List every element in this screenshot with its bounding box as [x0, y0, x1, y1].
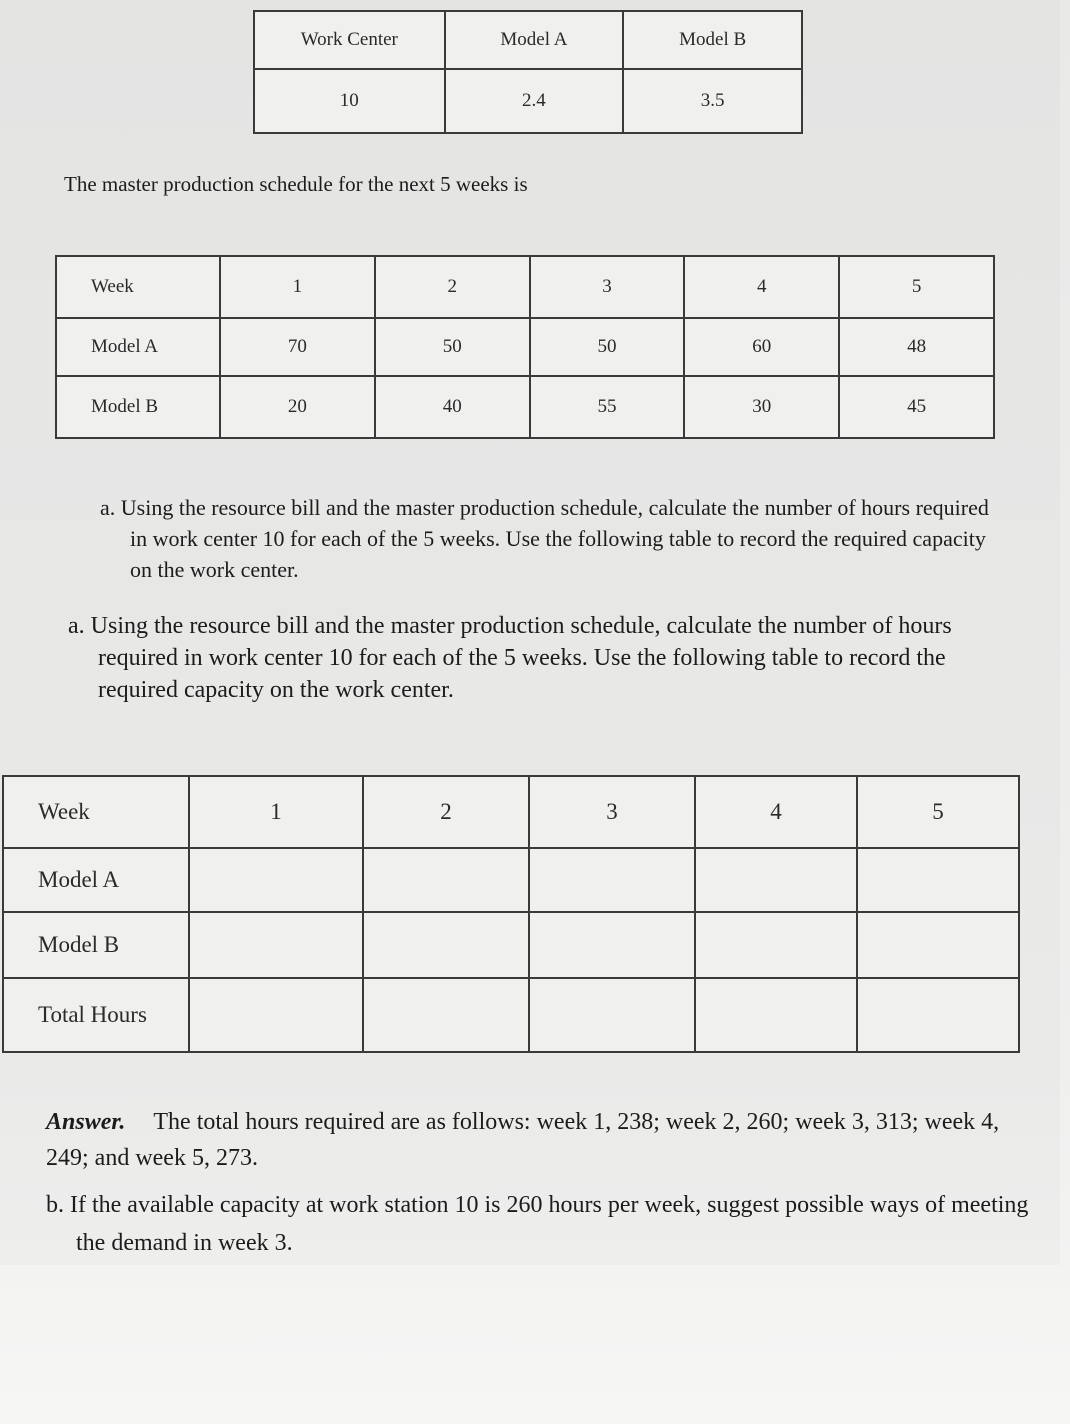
question-a-large-text: a. Using the resource bill and the master production schedule, calculate the number of hours required in work center 10 for each of the 5 weeks. Use the following table to record the required capacity on the work center.	[68, 613, 952, 703]
mps-week-4: 4	[684, 256, 839, 318]
cap-empty-cell[interactable]	[857, 912, 1019, 978]
mps-week-1: 1	[220, 256, 375, 318]
resource-bill-table	[253, 10, 803, 134]
cap-week-label: Week	[3, 776, 189, 848]
mps-week-3: 3	[530, 256, 685, 318]
cap-empty-cell[interactable]	[695, 978, 857, 1052]
cap-week-3: 3	[529, 776, 695, 848]
mps-week-5: 5	[839, 256, 994, 318]
capacity-table	[2, 775, 1020, 1053]
cap-empty-cell[interactable]	[695, 912, 857, 978]
cap-week-4: 4	[695, 776, 857, 848]
cap-week-5: 5	[857, 776, 1019, 848]
question-a-small	[100, 492, 1010, 585]
mps-cell: 60	[684, 318, 839, 376]
answer-lead: Answer.	[46, 1109, 126, 1135]
question-b-text: b. If the available capacity at work station 10 is 260 hours per week, suggest possible ways of meeting the demand in week 3.	[46, 1192, 1029, 1256]
cap-empty-cell[interactable]	[529, 912, 695, 978]
header-model-a: Model A	[445, 11, 624, 69]
mps-cell: 30	[684, 376, 839, 438]
cap-empty-cell[interactable]	[363, 912, 529, 978]
cap-empty-cell[interactable]	[189, 848, 363, 912]
cap-row-label: Total Hours	[3, 978, 189, 1052]
mps-table	[55, 255, 995, 439]
model-a-rate: 2.4	[445, 69, 624, 133]
cap-empty-cell[interactable]	[857, 848, 1019, 912]
mps-week-2: 2	[375, 256, 530, 318]
work-center-value: 10	[254, 69, 445, 133]
question-a-large	[68, 610, 1008, 706]
mps-cell: 40	[375, 376, 530, 438]
question-b	[46, 1186, 1046, 1262]
mps-row-label: Model B	[56, 376, 220, 438]
mps-cell: 70	[220, 318, 375, 376]
mps-week-label: Week	[56, 256, 220, 318]
answer-block	[46, 1104, 1041, 1176]
header-model-b: Model B	[623, 11, 802, 69]
cap-row-label: Model B	[3, 912, 189, 978]
cap-empty-cell[interactable]	[695, 848, 857, 912]
cap-week-1: 1	[189, 776, 363, 848]
model-b-rate: 3.5	[623, 69, 802, 133]
cap-empty-cell[interactable]	[363, 848, 529, 912]
intro-text: The master production schedule for the next 5 weeks is	[64, 172, 528, 196]
mps-row-label: Model A	[56, 318, 220, 376]
answer-text: The total hours required are as follows: week 1, 238; week 2, 260; week 3, 313; week 4, 249; and week 5, 273.	[46, 1109, 1000, 1171]
cap-empty-cell[interactable]	[857, 978, 1019, 1052]
cap-empty-cell[interactable]	[189, 978, 363, 1052]
mps-cell: 50	[375, 318, 530, 376]
mps-cell: 45	[839, 376, 994, 438]
mps-cell: 50	[530, 318, 685, 376]
cap-empty-cell[interactable]	[529, 978, 695, 1052]
cap-empty-cell[interactable]	[189, 912, 363, 978]
mps-cell: 48	[839, 318, 994, 376]
cap-row-label: Model A	[3, 848, 189, 912]
mps-cell: 55	[530, 376, 685, 438]
cap-empty-cell[interactable]	[529, 848, 695, 912]
header-work-center: Work Center	[254, 11, 445, 69]
cap-empty-cell[interactable]	[363, 978, 529, 1052]
question-a-small-text: a. Using the resource bill and the master production schedule, calculate the number of hours required in work center 10 for each of the 5 weeks. Use the following table to record the required capacity on the work center.	[100, 495, 989, 582]
mps-cell: 20	[220, 376, 375, 438]
cap-week-2: 2	[363, 776, 529, 848]
